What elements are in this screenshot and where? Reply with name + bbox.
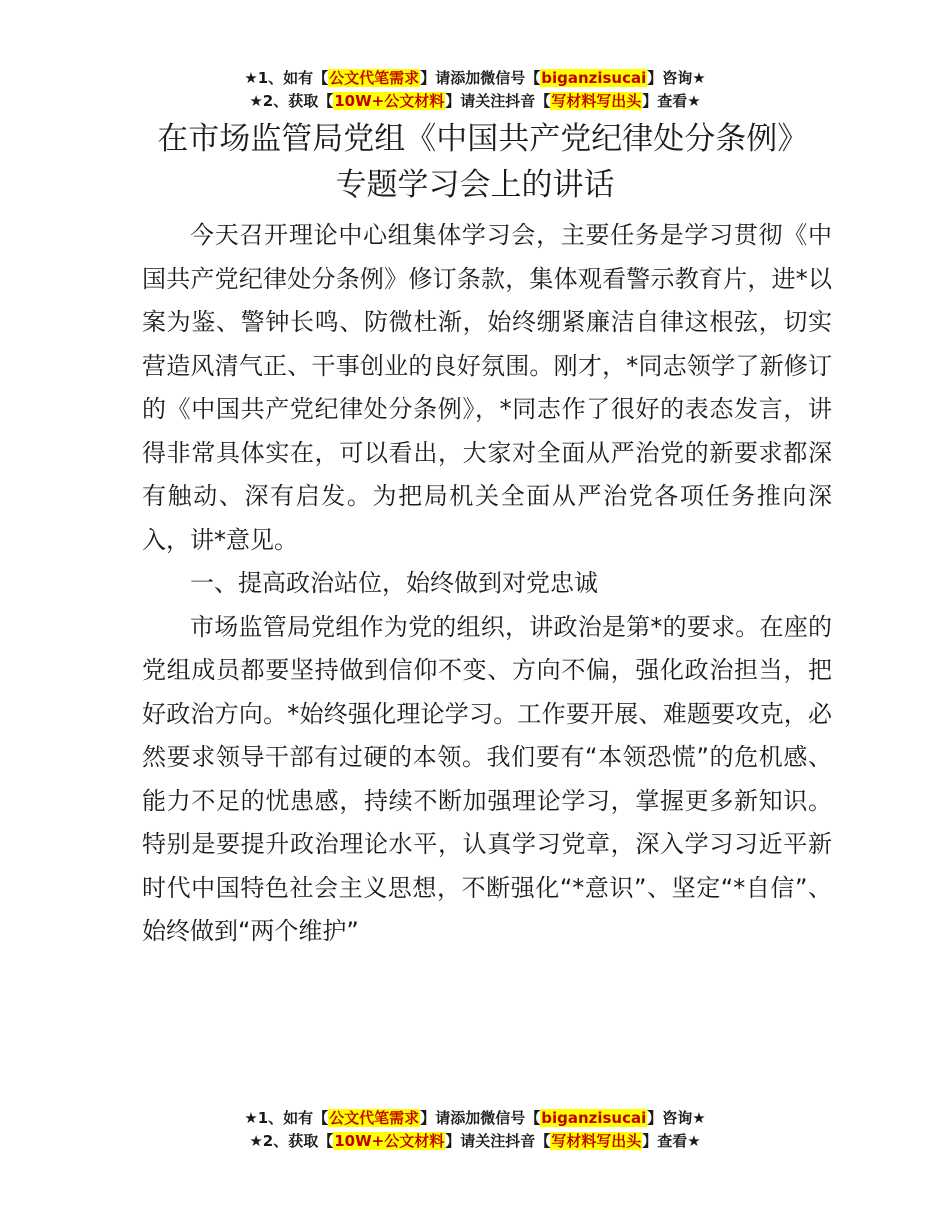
banner-highlight: 10W+公文材料 — [334, 1132, 445, 1150]
banner-text: 】咨询★ — [647, 1109, 706, 1127]
banner-highlight: biganzisucai — [541, 1109, 647, 1127]
paragraph: 市场监管局党组作为党的组织，讲政治是第*的要求。在座的党组成员都要坚持做到信仰不变、方向不偏，强化政治担当，把好政治方向。*始终强化理论学习。工作要开展、难题要攻克，必然要求领导干部有过硬的本领。我们要有“本领恐慌”的危机感、能力不足的忧患感，持续不断加强理论学习，掌握更多新知识。特别是要提升政治理论水平，认真学习党章，深入学习习近平新时代中国特色社会主义思想，不断强化“*意识”、坚定“*自信”、始终做到“两个维护” — [142, 612, 832, 945]
banner-text: 】查看★ — [642, 1132, 701, 1150]
banner-text: 】请关注抖音【 — [445, 1132, 551, 1150]
section-heading: 一、提高政治站位，始终做到对党忠诚 — [190, 569, 598, 597]
document-body — [142, 214, 832, 954]
banner-highlight: 写材料写出头 — [551, 1132, 642, 1150]
banner-text: 】请添加微信号【 — [420, 69, 541, 87]
banner-highlight: 写材料写出头 — [551, 92, 642, 110]
header-banner — [0, 67, 950, 113]
document-title: 在市场监管局党组《中国共产党纪律处分条例》专题学习会上的讲话 — [157, 121, 793, 203]
banner-line-2 — [0, 90, 950, 113]
banner-line-1 — [0, 1107, 950, 1130]
banner-text: 】查看★ — [642, 92, 701, 110]
banner-text: ★1、如有【 — [244, 69, 329, 87]
banner-text: 】请关注抖音【 — [445, 92, 551, 110]
banner-highlight: 公文代笔需求 — [329, 69, 420, 87]
banner-text: 】请添加微信号【 — [420, 1109, 541, 1127]
footer-banner — [0, 1107, 950, 1153]
paragraph: 今天召开理论中心组集体学习会，主要任务是学习贯彻《中国共产党纪律处分条例》修订条款，集体观看警示教育片，进*以案为鉴、警钟长鸣、防微杜渐，始终绷紧廉洁自律这根弦，切实营造风清气正、干事创业的良好氛围。刚才，*同志领学了新修订的《中国共产党纪律处分条例》，*同志作了很好的表态发言，讲得非常具体实在，可以看出，大家对全面从严治党的新要求都深有触动、深有启发。为把局机关全面从严治党各项任务推向深入，讲*意见。 — [142, 221, 832, 554]
banner-text: 】咨询★ — [647, 69, 706, 87]
banner-line-2 — [0, 1130, 950, 1153]
banner-text: ★2、获取【 — [249, 92, 334, 110]
banner-text: ★2、获取【 — [249, 1132, 334, 1150]
banner-highlight: biganzisucai — [541, 69, 647, 87]
banner-highlight: 公文代笔需求 — [329, 1109, 420, 1127]
banner-text: ★1、如有【 — [244, 1109, 329, 1127]
banner-highlight: 10W+公文材料 — [334, 92, 445, 110]
banner-line-1 — [0, 67, 950, 90]
